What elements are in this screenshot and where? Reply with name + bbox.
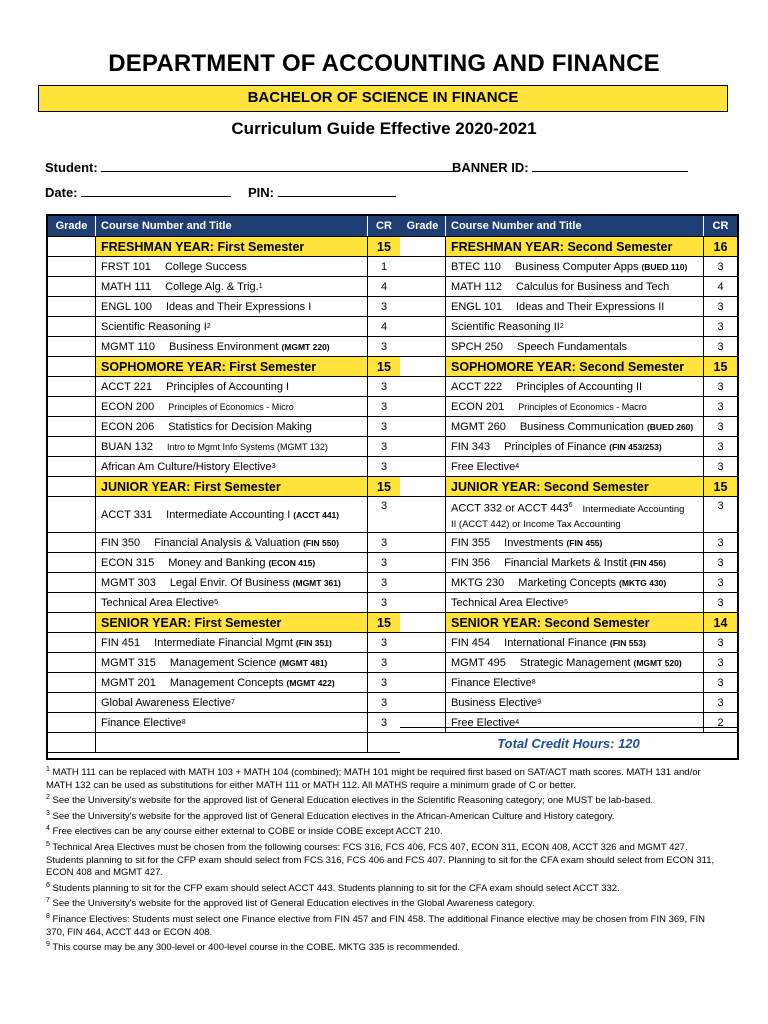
course-title: Statistics for Decision Making	[168, 420, 312, 433]
course-credits: 1	[380, 260, 388, 273]
course-credits: 3	[717, 420, 724, 433]
course-cell: ACCT 331 Intermediate Accounting I (ACCT 441)	[96, 497, 368, 532]
course-cell: FIN 355 Investments (FIN 455)	[446, 533, 704, 552]
course-row	[400, 673, 737, 693]
grade-cell[interactable]	[48, 317, 96, 336]
grade-cell[interactable]	[48, 673, 96, 692]
course-row	[400, 497, 737, 533]
course-credits	[368, 733, 400, 752]
course-number: MGMT 495	[451, 656, 506, 669]
course-title: Investments	[504, 536, 564, 549]
student-line[interactable]	[101, 159, 457, 172]
course-credits: 3	[380, 656, 388, 669]
course-title: Principles of Finance	[504, 440, 607, 453]
course-title: Global Awareness Elective	[101, 696, 232, 709]
course-credits: 3	[717, 696, 724, 709]
course-row	[400, 437, 737, 457]
course-credits: 3	[717, 636, 724, 649]
total-credit-hours: Total Credit Hours: 120	[400, 727, 737, 759]
course-row	[400, 633, 737, 653]
semester-row	[48, 477, 400, 497]
course-cell	[446, 497, 704, 532]
grade-header: Grade	[400, 216, 446, 236]
course-row	[400, 573, 737, 593]
course-title: Intermediate Accounting I	[166, 508, 291, 521]
grade-cell[interactable]	[400, 257, 446, 276]
semester-title: JUNIOR YEAR: First Semester	[96, 477, 368, 496]
banner-id-label: BANNER ID:	[452, 160, 529, 175]
course-cell: MGMT 315 Management Science (MGMT 481)	[96, 653, 368, 672]
grade-cell[interactable]	[48, 733, 96, 752]
course-credits: 3	[717, 260, 724, 273]
footnote: $^1$ MATH 111 can be replaced with MATH 103 + MATH 104 (combined); MATH 101 might be required first based on SAT/ACT math scores. MATH 131 and/or MATH 132 can be used as substitutions for either MATH 111 or MATH 112. All MATHS require a minimum grade of C or better.	[46, 766, 701, 791]
course-row	[400, 257, 737, 277]
grade-cell[interactable]	[400, 573, 446, 592]
semester-row	[400, 237, 737, 257]
course-cell	[446, 397, 704, 416]
footnote: $^2$ See the University's website for the approved list of General Education electives in the Scientific Reasoning category; one MUST be lab-based.	[46, 794, 654, 807]
course-cell	[446, 297, 704, 316]
course-title: Business Elective	[451, 696, 538, 709]
course-title: Legal Envir. Of Business	[169, 576, 290, 589]
course-credits: 3	[380, 636, 388, 649]
grade-cell[interactable]	[48, 497, 96, 532]
course-cell[interactable]	[96, 733, 368, 752]
course-cell: FIN 356 Financial Markets & Instit (FIN 456)	[446, 553, 704, 572]
course-row	[400, 653, 737, 673]
page-subtitle: Curriculum Guide Effective 2020-2021	[231, 119, 537, 138]
course-credits: 3	[717, 440, 724, 453]
course-number: ACCT 222	[451, 380, 503, 393]
grade-cell[interactable]	[48, 397, 96, 416]
course-row	[48, 317, 400, 337]
semester-row	[400, 357, 737, 377]
course-number: MKTG 230	[451, 576, 505, 589]
course-cell: FIN 454 International Finance (FIN 553)	[446, 633, 704, 652]
course-title: Management Science	[169, 656, 277, 669]
course-row	[48, 633, 400, 653]
semester-credits: 16	[713, 239, 728, 254]
grade-cell[interactable]	[400, 693, 446, 712]
course-number: MGMT 303	[101, 576, 156, 589]
footnote: $^6$ Students planning to sit for the CFP exam should select ACCT 443. Students planning to sit for the CFA exam should select ACCT 332.	[46, 881, 620, 894]
course-credits: 3	[717, 460, 724, 473]
grade-cell[interactable]	[48, 593, 96, 612]
course-row	[48, 257, 400, 277]
date-line[interactable]	[81, 184, 231, 197]
course-row	[400, 593, 737, 613]
grade-cell[interactable]	[48, 357, 96, 376]
course-title: Management Concepts	[169, 676, 284, 689]
grade-cell[interactable]	[400, 553, 446, 572]
course-cell: Scientific Reasoning II 2	[446, 317, 704, 336]
course-title: ACCT 332 or ACCT $443^6$ Intermediate Accounting II (ACCT 442) or Income Tax Accounting	[451, 502, 685, 530]
course-number: MATH 112	[451, 280, 502, 293]
grade-cell[interactable]	[400, 477, 446, 496]
course-number: ACCT 331	[101, 508, 153, 521]
course-row	[400, 297, 737, 317]
course-number: MGMT 315	[101, 656, 156, 669]
course-cell: MGMT 303 Legal Envir. Of Business (MGMT 361)	[96, 573, 368, 592]
cr-header: CR	[712, 220, 729, 232]
course-cell	[96, 257, 368, 276]
course-row	[400, 277, 737, 297]
footnote: $^4$ Free electives can be any course either external to COBE or inside COBE except ACCT 210.	[46, 825, 443, 838]
course-title: Marketing Concepts	[518, 576, 617, 589]
course-title: African Am Culture/History Elective	[101, 460, 272, 473]
grade-cell[interactable]	[48, 693, 96, 712]
course-cell: African Am Culture/History Elective 3	[96, 457, 368, 476]
course-title: Money and Banking	[168, 556, 266, 569]
course-cell: Finance Elective 8	[96, 713, 368, 732]
semester-credits: 14	[713, 615, 728, 630]
course-title: College Success	[164, 260, 247, 273]
grade-cell[interactable]	[400, 593, 446, 612]
footnote: $^7$ See the University's website for the approved list of General Education electives in the Global Awareness category.	[46, 897, 535, 910]
course-title: Ideas and Their Expressions II	[515, 300, 665, 313]
course-title: Free Elective	[451, 716, 516, 729]
course-title: Technical Area Elective	[101, 596, 215, 609]
grade-cell[interactable]	[48, 613, 96, 632]
grade-cell[interactable]	[400, 277, 446, 296]
course-credits: 3	[380, 696, 388, 709]
semester-row	[48, 357, 400, 377]
grade-cell[interactable]	[400, 653, 446, 672]
course-row	[48, 417, 400, 437]
footnote: $^5$ Technical Area Electives must be chosen from the following courses: FCS 316, FCS 406, FCS 407, ECON 311, ECON 408, ACCT 326 and MGMT 427. Students planning to sit for the CFP exam should select from FCS 316, FCS 406 and FCS 407. Planning to sit for the CFA exam should select from ECON 311, ECON 408 and MGMT 427.	[46, 841, 715, 879]
student-field	[45, 159, 457, 175]
course-title: Ideas and Their Expressions I	[165, 300, 312, 313]
course-row	[400, 337, 737, 357]
course-cell: ECON 315 Money and Banking (ECON 415)	[96, 553, 368, 572]
grade-cell[interactable]	[400, 317, 446, 336]
footnote: $^3$ See the University's website for the approved list of General Education electives in the African-American Culture and History category.	[46, 809, 615, 822]
empty-row	[48, 733, 400, 753]
course-cell: Global Awareness Elective 7	[96, 693, 368, 712]
grade-cell[interactable]	[48, 237, 96, 256]
course-credits: 3	[717, 596, 724, 609]
course-row	[400, 553, 737, 573]
course-cell: MATH 111 College Alg. & Trig. 1	[96, 277, 368, 296]
grade-cell[interactable]	[48, 713, 96, 732]
course-number: ENGL 100	[101, 300, 152, 313]
course-credits: 3	[380, 716, 388, 729]
grade-cell[interactable]	[48, 457, 96, 476]
grade-cell[interactable]	[48, 337, 96, 356]
course-row	[400, 377, 737, 397]
course-title: Business Computer Apps	[514, 260, 639, 273]
course-credits: 3	[380, 380, 388, 393]
table-header	[48, 216, 400, 237]
course-credits: 2	[717, 716, 724, 729]
course-row	[48, 693, 400, 713]
course-number: SPCH 250	[451, 340, 503, 353]
course-cell: Technical Area Elective 5	[96, 593, 368, 612]
grade-cell[interactable]	[48, 653, 96, 672]
course-title: Principles of Accounting II	[516, 380, 643, 393]
date-field	[45, 184, 231, 200]
course-title: Intermediate Financial Mgmt	[154, 636, 293, 649]
course-row	[48, 593, 400, 613]
pin-line[interactable]	[278, 184, 396, 197]
course-cell	[96, 297, 368, 316]
semester-title: FRESHMAN YEAR: Second Semester	[446, 237, 704, 256]
semester-credits: 15	[377, 239, 391, 254]
grade-cell[interactable]	[48, 297, 96, 316]
grade-cell[interactable]	[400, 357, 446, 376]
course-title: Intro to Mgmt Info Systems (MGMT 132)	[166, 441, 328, 452]
course-number: MGMT 201	[101, 676, 156, 689]
grade-header: Grade	[48, 216, 96, 236]
course-cell: BTEC 110 Business Computer Apps (BUED 110)	[446, 257, 704, 276]
course-cell	[96, 397, 368, 416]
course-credits: 3	[380, 340, 388, 353]
semester-credits: 15	[377, 615, 391, 630]
semester-title: SENIOR YEAR: First Semester	[96, 613, 368, 632]
course-title: Business Communication	[519, 420, 644, 433]
page-title: DEPARTMENT OF ACCOUNTING AND FINANCE	[108, 50, 660, 77]
course-cell: MKTG 230 Marketing Concepts (MKTG 430)	[446, 573, 704, 592]
grade-cell[interactable]	[400, 613, 446, 632]
course-credits: 3	[380, 576, 388, 589]
grade-cell[interactable]	[400, 417, 446, 436]
pin-field	[248, 184, 396, 200]
course-row	[48, 497, 400, 533]
course-row	[48, 337, 400, 357]
course-credits: 3	[380, 676, 388, 689]
course-title: Principles of Economics - Micro	[168, 401, 294, 412]
course-credits: 4	[380, 280, 388, 293]
course-credits: 3	[380, 460, 388, 473]
course-cell: Scientific Reasoning I 2	[96, 317, 368, 336]
student-label: Student:	[45, 160, 98, 175]
grade-cell[interactable]	[48, 477, 96, 496]
grade-cell[interactable]	[48, 377, 96, 396]
course-credits: 3	[717, 400, 724, 413]
banner-id-field	[452, 159, 688, 175]
semester-row	[48, 613, 400, 633]
course-title: Financial Markets & Instit	[504, 556, 628, 569]
semester-row	[400, 613, 737, 633]
course-row	[400, 693, 737, 713]
course-cell	[96, 417, 368, 436]
course-row	[48, 713, 400, 733]
course-credits: 3	[380, 596, 388, 609]
course-title: International Finance	[504, 636, 607, 649]
course-number: MATH 111	[101, 280, 152, 293]
course-title: Speech Fundamentals	[516, 340, 628, 353]
course-cell: Free Elective 4	[446, 457, 704, 476]
semester-credits: 15	[377, 359, 391, 374]
course-credits: 3	[717, 536, 724, 549]
course-cell	[446, 377, 704, 396]
course-credits: 3	[380, 500, 388, 512]
course-title: Technical Area Elective	[451, 596, 565, 609]
course-cell	[96, 377, 368, 396]
grade-cell[interactable]	[48, 633, 96, 652]
second-semester-column	[400, 216, 737, 733]
course-number: BUAN 132	[101, 440, 153, 453]
grade-cell[interactable]	[400, 337, 446, 356]
course-credits: 3	[380, 420, 388, 433]
grade-cell[interactable]	[48, 257, 96, 276]
course-title: Principles of Accounting I	[166, 380, 290, 393]
course-row	[400, 317, 737, 337]
course-credits: 3	[717, 380, 724, 393]
course-number: FIN 355	[451, 536, 491, 549]
course-credits: 4	[380, 320, 388, 333]
course-title: Business Environment	[169, 340, 279, 353]
course-number: FIN 343	[451, 440, 491, 453]
course-credits: 3	[717, 320, 724, 333]
course-title: Calculus for Business and Tech	[515, 280, 670, 293]
course-credits: 3	[380, 440, 388, 453]
grade-cell[interactable]	[400, 297, 446, 316]
course-cell	[446, 277, 704, 296]
course-credits: 3	[380, 400, 388, 413]
course-row	[48, 297, 400, 317]
course-row	[48, 437, 400, 457]
course-number: ECON 206	[101, 420, 155, 433]
course-title: Free Elective	[451, 460, 516, 473]
course-cell: MGMT 201 Management Concepts (MGMT 422)	[96, 673, 368, 692]
course-number: FIN 350	[101, 536, 141, 549]
cr-header: CR	[376, 220, 392, 232]
course-title: Financial Analysis & Valuation	[154, 536, 301, 549]
course-credits: 3	[380, 300, 388, 313]
course-cell: FIN 343 Principles of Finance (FIN 453/253)	[446, 437, 704, 456]
course-number: FIN 356	[451, 556, 491, 569]
course-credits: 4	[717, 280, 724, 293]
course-header: Course Number and Title	[446, 216, 704, 236]
grade-cell[interactable]	[48, 533, 96, 552]
course-title: Scientific Reasoning II	[451, 320, 560, 333]
grade-cell[interactable]	[400, 397, 446, 416]
course-row	[48, 457, 400, 477]
course-row	[400, 397, 737, 417]
course-cell: MGMT 110 Business Environment (MGMT 220)	[96, 337, 368, 356]
grade-cell[interactable]	[400, 237, 446, 256]
footnotes	[46, 764, 726, 955]
course-row	[48, 277, 400, 297]
course-credits: 3	[717, 576, 724, 589]
course-credits: 3	[717, 300, 724, 313]
banner-id-line[interactable]	[532, 159, 688, 172]
course-cell: Technical Area Elective 5	[446, 593, 704, 612]
course-row	[48, 397, 400, 417]
course-credits: 3	[717, 676, 724, 689]
footnote: $^9$ This course may be any 300-level or 400-level course in the COBE. MKTG 335 is recommended.	[46, 941, 461, 954]
semester-title: SOPHOMORE YEAR: Second Semester	[446, 357, 704, 376]
course-number: ECON 315	[101, 556, 155, 569]
grade-cell[interactable]	[48, 417, 96, 436]
course-row	[48, 377, 400, 397]
grade-cell[interactable]	[400, 497, 446, 532]
course-cell: FIN 350 Financial Analysis & Valuation (FIN 550)	[96, 533, 368, 552]
grade-cell[interactable]	[400, 377, 446, 396]
curriculum-table	[46, 214, 739, 760]
course-number: BTEC 110	[451, 260, 501, 273]
course-credits: 3	[717, 656, 724, 669]
footnote: $^8$ Finance Electives: Students must select one Finance elective from FIN 457 and FIN 458. The additional Finance elective may be chosen from FIN 369, FIN 370, FIN 464, ACCT 443 or ECON 408.	[46, 913, 706, 938]
course-number: ECON 201	[451, 400, 505, 413]
course-row	[48, 533, 400, 553]
course-cell	[96, 437, 368, 456]
semester-credits: 15	[713, 359, 728, 374]
course-cell	[446, 337, 704, 356]
pin-label: PIN:	[248, 185, 274, 200]
course-header: Course Number and Title	[96, 216, 368, 236]
grade-cell[interactable]	[400, 633, 446, 652]
grade-cell[interactable]	[400, 437, 446, 456]
course-number: FIN 454	[451, 636, 491, 649]
course-credits: 3	[380, 536, 388, 549]
semester-title: SENIOR YEAR: Second Semester	[446, 613, 704, 632]
course-cell: FIN 451 Intermediate Financial Mgmt (FIN 351)	[96, 633, 368, 652]
semester-row	[400, 477, 737, 497]
course-number: FRST 101	[101, 260, 151, 273]
grade-cell[interactable]	[48, 437, 96, 456]
course-credits: 3	[380, 556, 388, 569]
first-semester-column	[48, 216, 400, 753]
semester-credits: 15	[377, 479, 391, 494]
grade-cell[interactable]	[48, 553, 96, 572]
course-cell: Finance Elective 8	[446, 673, 704, 692]
course-row	[400, 533, 737, 553]
course-row	[48, 653, 400, 673]
grade-cell[interactable]	[400, 457, 446, 476]
course-row	[400, 457, 737, 477]
course-number: ECON 200	[101, 400, 155, 413]
table-header	[400, 216, 737, 237]
course-title: Principles of Economics - Macro	[518, 401, 647, 412]
course-credits: 3	[717, 500, 724, 512]
course-row	[48, 673, 400, 693]
course-title: Scientific Reasoning I	[101, 320, 207, 333]
semester-row	[48, 237, 400, 257]
course-number: FIN 451	[101, 636, 141, 649]
course-credits: 3	[717, 340, 724, 353]
grade-cell[interactable]	[400, 533, 446, 552]
course-row	[48, 553, 400, 573]
course-number: MGMT 260	[451, 420, 506, 433]
course-number: MGMT 110	[101, 340, 155, 353]
semester-title: SOPHOMORE YEAR: First Semester	[96, 357, 368, 376]
course-number: ACCT 221	[101, 380, 153, 393]
course-cell: MGMT 260 Business Communication (BUED 260)	[446, 417, 704, 436]
course-credits: 3	[717, 556, 724, 569]
course-title: College Alg. & Trig.	[165, 280, 259, 293]
date-label: Date:	[45, 185, 78, 200]
grade-cell[interactable]	[400, 673, 446, 692]
grade-cell[interactable]	[48, 573, 96, 592]
degree-banner: BACHELOR OF SCIENCE IN FINANCE	[38, 85, 728, 112]
course-cell: Free Elective 4	[446, 713, 704, 732]
course-cell: Business Elective 9	[446, 693, 704, 712]
semester-credits: 15	[713, 479, 728, 494]
course-title: Finance Elective	[451, 676, 532, 689]
course-number: ENGL 101	[451, 300, 502, 313]
semester-title: JUNIOR YEAR: Second Semester	[446, 477, 704, 496]
grade-cell[interactable]	[48, 277, 96, 296]
course-row	[48, 573, 400, 593]
course-title: Finance Elective	[101, 716, 182, 729]
course-row	[400, 417, 737, 437]
semester-title: FRESHMAN YEAR: First Semester	[96, 237, 368, 256]
course-title: Strategic Management	[519, 656, 631, 669]
course-cell: MGMT 495 Strategic Management (MGMT 520)	[446, 653, 704, 672]
